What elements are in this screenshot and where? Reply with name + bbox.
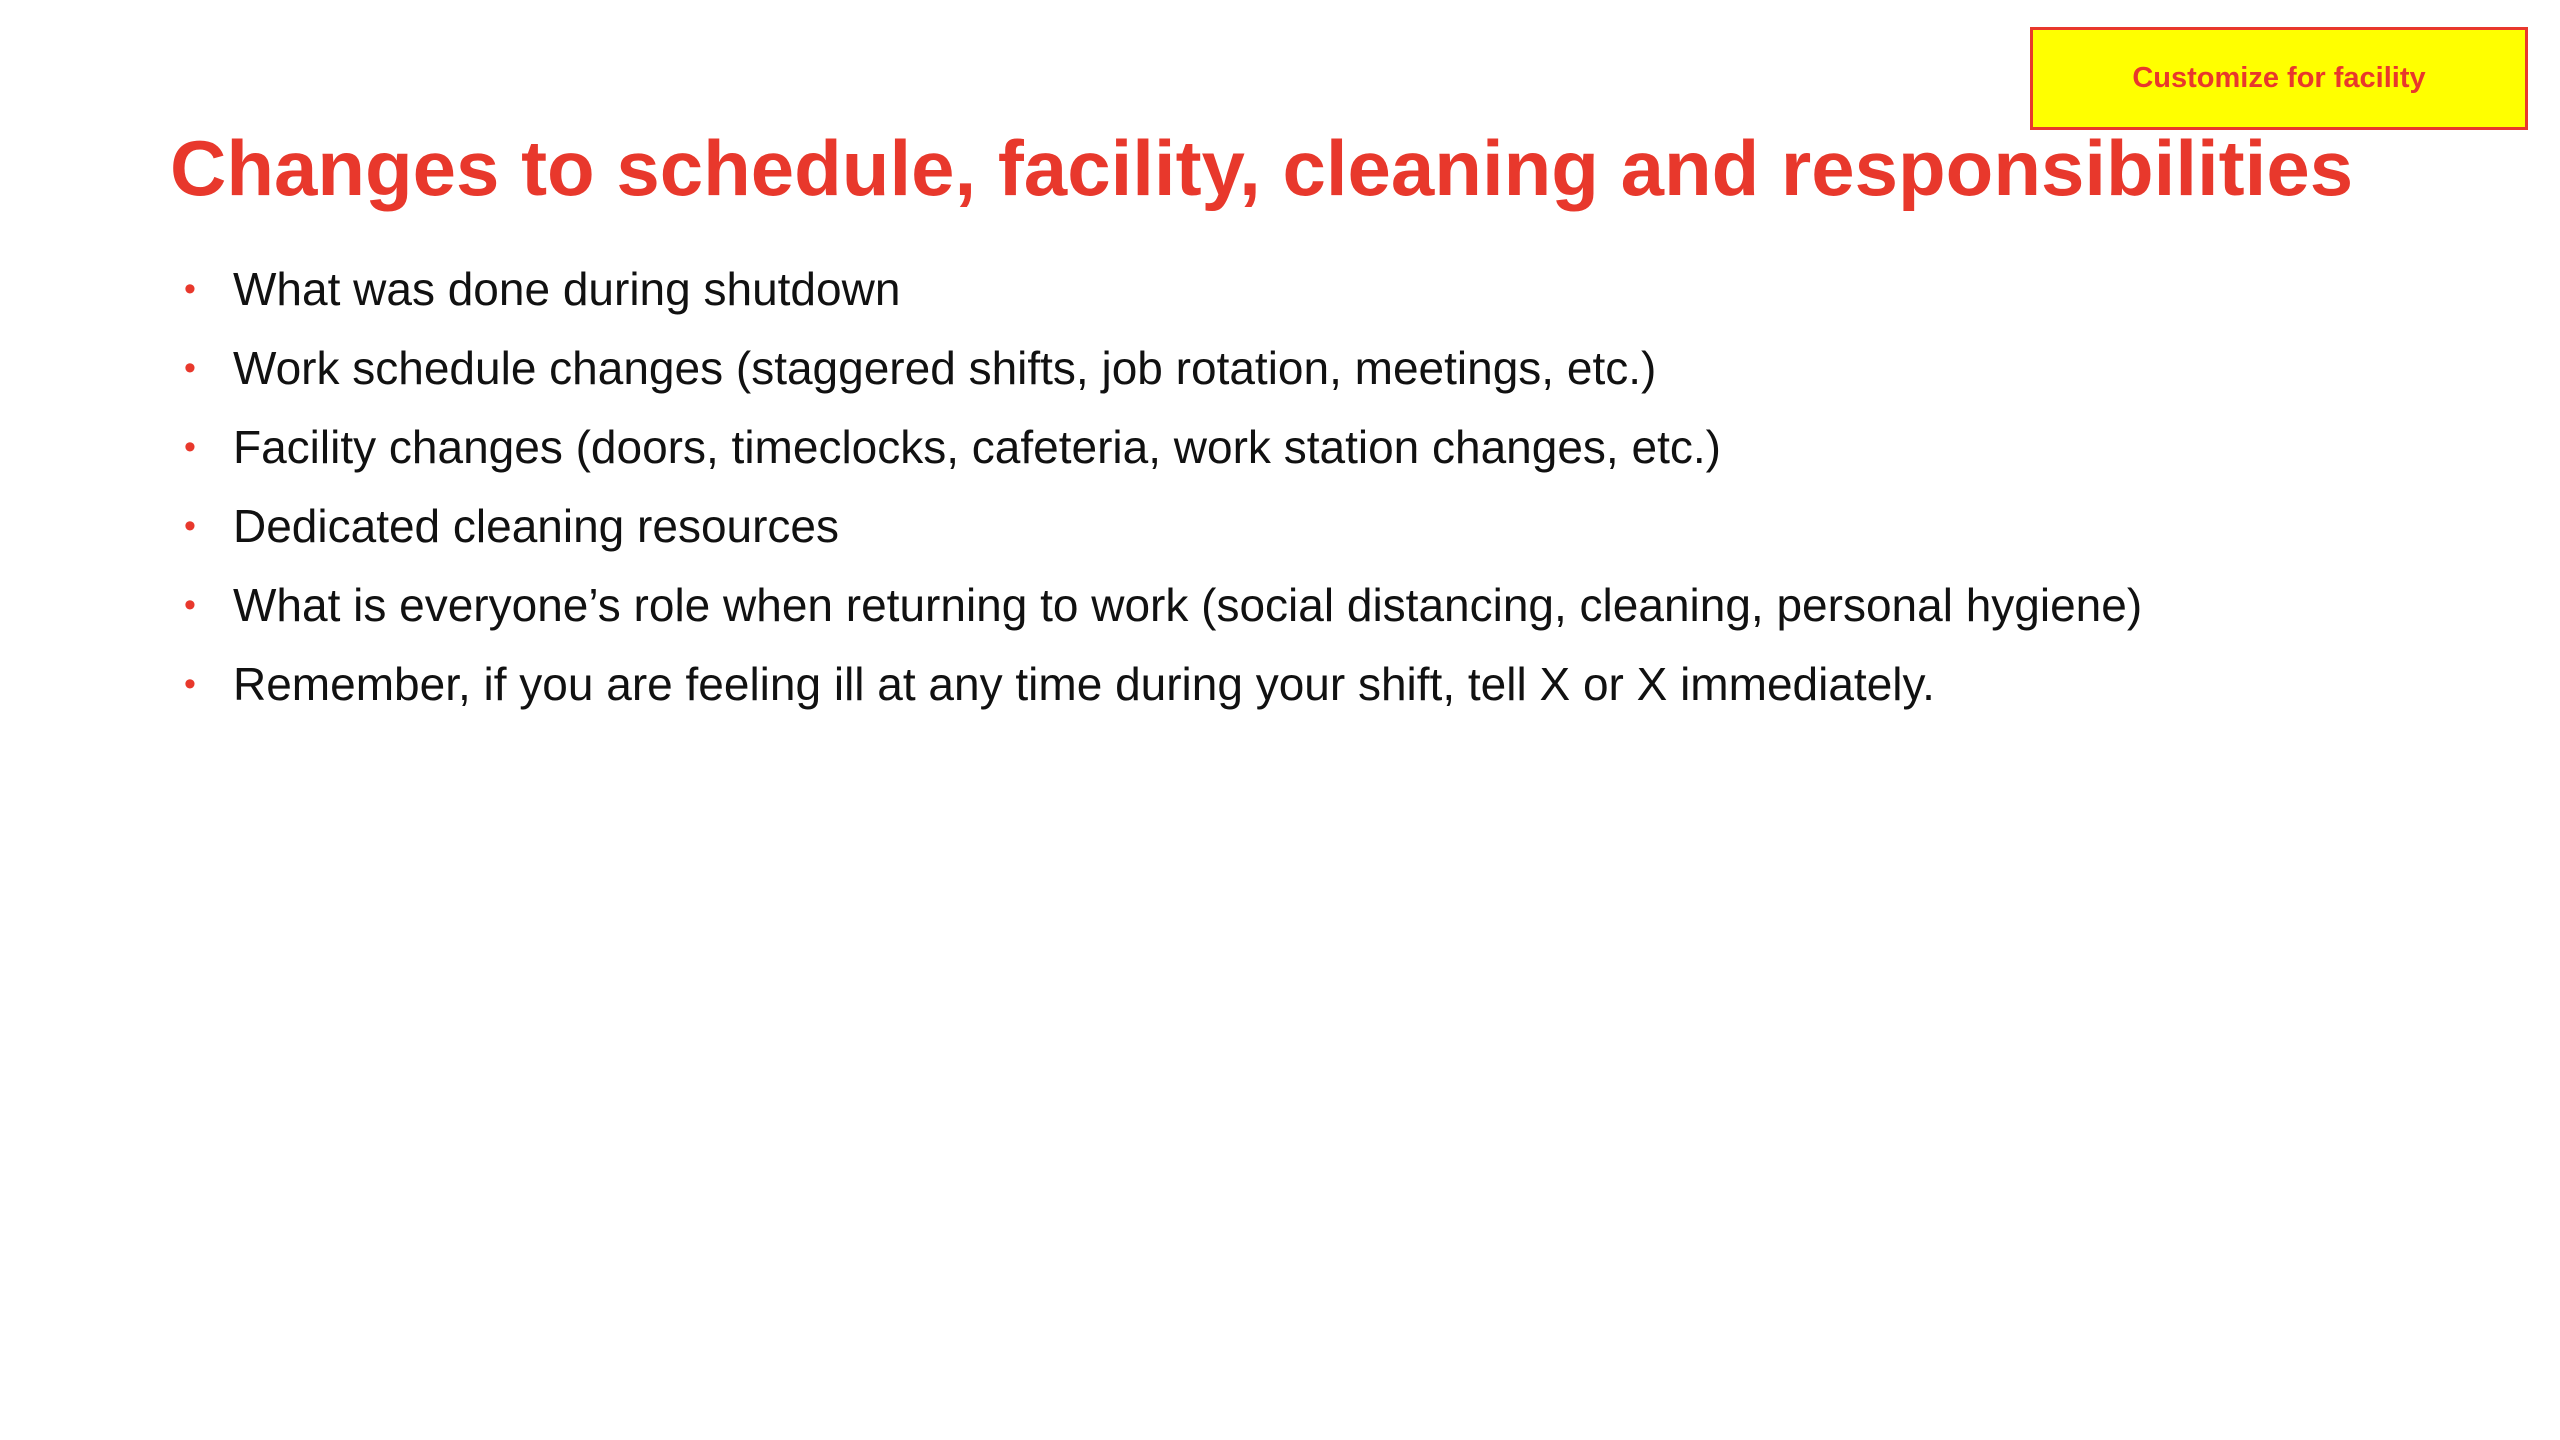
- bullet-text: Remember, if you are feeling ill at any time during your shift, tell X or X immediately.: [233, 658, 1935, 710]
- bullet-dot-icon: •: [184, 665, 196, 703]
- bullet-list: [180, 250, 2480, 724]
- bullet-item: [180, 329, 2480, 408]
- bullet-dot-icon: •: [184, 428, 196, 466]
- customize-callout: [2030, 27, 2528, 130]
- bullet-text: What was done during shutdown: [233, 263, 901, 315]
- bullet-item: [180, 566, 2480, 645]
- bullet-item: [180, 487, 2480, 566]
- bullet-item: [180, 250, 2480, 329]
- customize-callout-label: Customize for facility: [2132, 62, 2426, 94]
- slide-title: Changes to schedule, facility, cleaning and responsibilities: [170, 124, 2354, 212]
- bullet-text: Facility changes (doors, timeclocks, cafeteria, work station changes, etc.): [233, 421, 1721, 473]
- bullet-dot-icon: •: [184, 270, 196, 308]
- bullet-text: Work schedule changes (staggered shifts, job rotation, meetings, etc.): [233, 342, 1657, 394]
- bullet-text: What is everyone’s role when returning to work (social distancing, cleaning, personal hygiene): [233, 579, 2143, 631]
- bullet-dot-icon: •: [184, 507, 196, 545]
- bullet-dot-icon: •: [184, 586, 196, 624]
- bullet-item: [180, 645, 2480, 724]
- bullet-text: Dedicated cleaning resources: [233, 500, 840, 552]
- bullet-dot-icon: •: [184, 349, 196, 387]
- bullet-item: [180, 408, 2480, 487]
